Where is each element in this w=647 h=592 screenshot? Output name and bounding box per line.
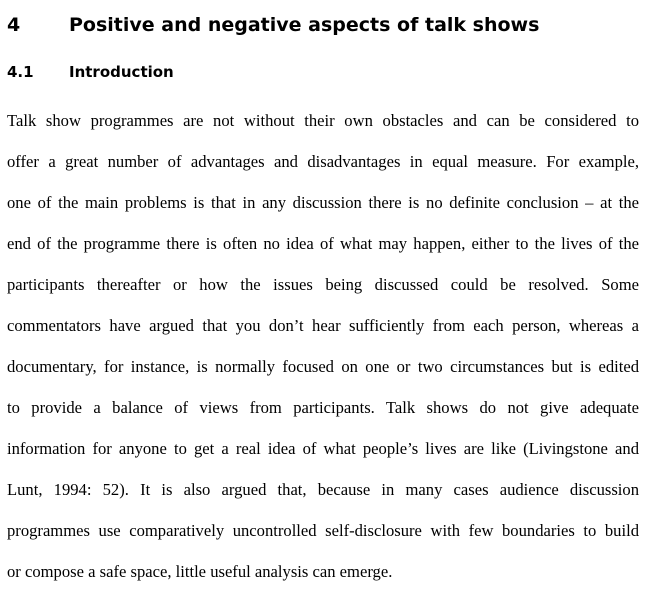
paragraph-line: participants thereafter or how the issues being discussed could be resolved. Some — [7, 275, 639, 294]
paragraph-line: commentators have argued that you don’t hear sufficiently from each person, whereas a — [7, 316, 639, 335]
body-paragraph — [7, 100, 639, 592]
subsection-title: Introduction — [69, 63, 174, 81]
paragraph-line: to provide a balance of views from participants. Talk shows do not give adequate — [7, 398, 639, 417]
paragraph-line: information for anyone to get a real idea of what people’s lives are like (Livingstone and — [7, 439, 639, 458]
paragraph-line: programmes use comparatively uncontrolled self-disclosure with few boundaries to build — [7, 521, 639, 540]
paragraph-line: or compose a safe space, little useful analysis can emerge. — [7, 562, 393, 581]
section-number: 4 — [7, 14, 21, 36]
paragraph-line: Lunt, 1994: 52). It is also argued that, because in many cases audience discussion — [7, 480, 639, 499]
section-title: Positive and negative aspects of talk shows — [69, 14, 540, 36]
subsection-number: 4.1 — [7, 63, 34, 81]
paragraph-line: Talk show programmes are not without their own obstacles and can be considered to — [7, 111, 639, 130]
paragraph-line: offer a great number of advantages and disadvantages in equal measure. For example, — [7, 152, 639, 171]
paragraph-line: documentary, for instance, is normally focused on one or two circumstances but is edited — [7, 357, 639, 376]
paragraph-line: one of the main problems is that in any discussion there is no definite conclusion – at the — [7, 193, 639, 212]
paragraph-line: end of the programme there is often no idea of what may happen, either to the lives of the — [7, 234, 639, 253]
